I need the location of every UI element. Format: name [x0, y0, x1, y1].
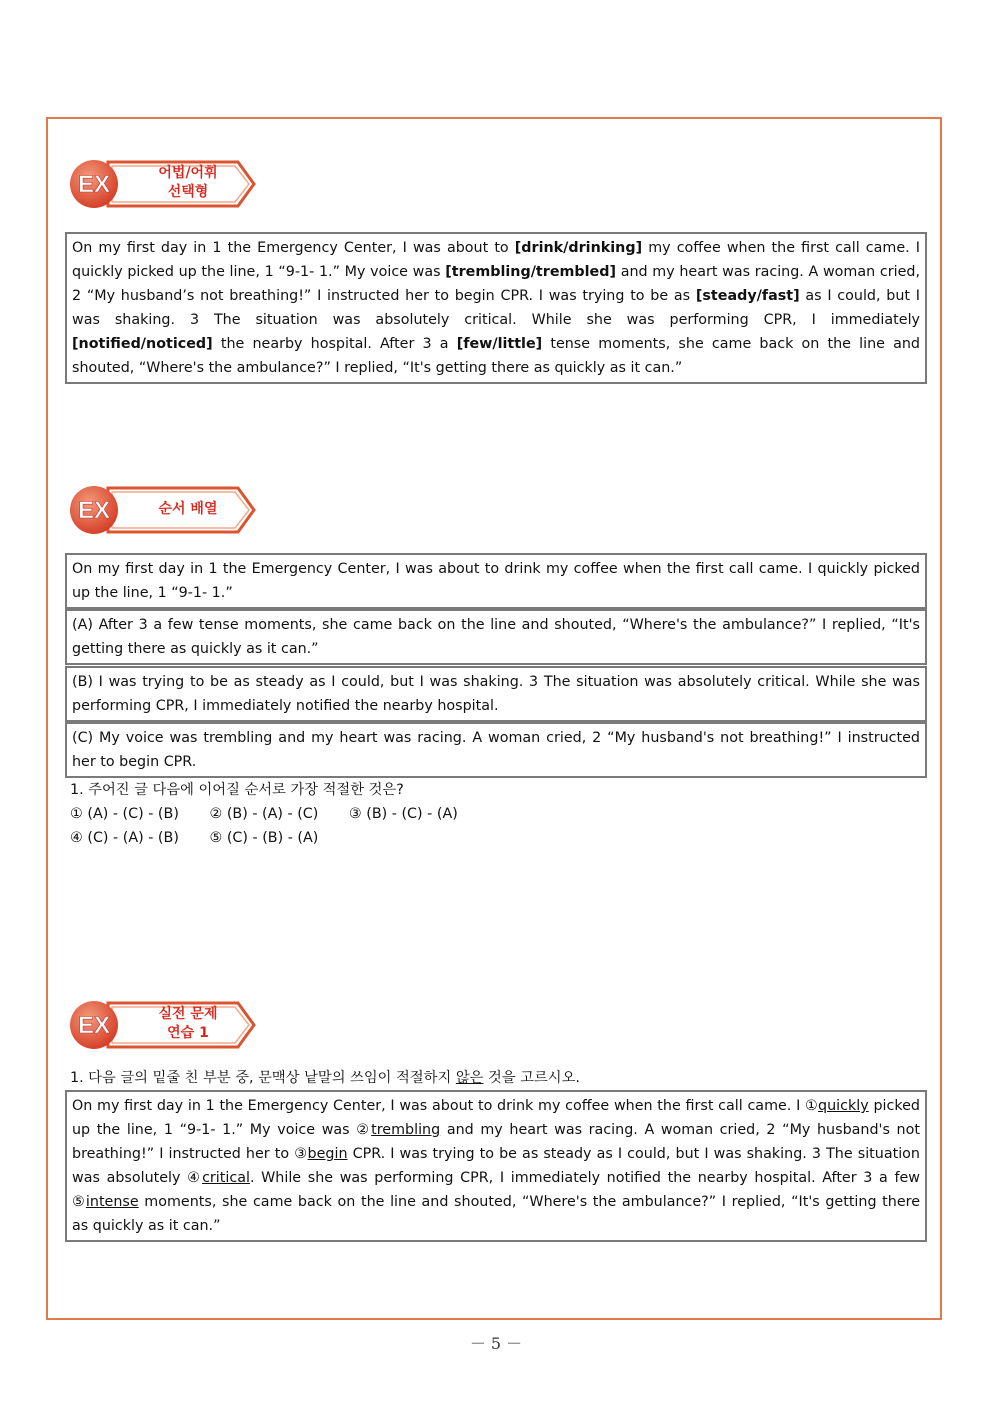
text-run: . While she was performing CPR, I immediately notified the nearby hospital. After 3 a few — [249, 1170, 920, 1186]
option-4[interactable]: ④ (C) - (A) - (B) — [70, 830, 179, 846]
option-row — [70, 802, 484, 826]
text-run: ⑤ — [72, 1194, 86, 1210]
badge-label-line: 실전 문제 — [158, 1006, 218, 1022]
choice-bracket: [steady/fast] — [695, 288, 800, 304]
badge-label-line: 선택형 — [167, 184, 209, 200]
badge-label — [128, 484, 248, 534]
practice-question — [70, 1066, 580, 1090]
badge-label — [128, 158, 248, 208]
text-run: and my heart was racing. A woman cried, 2 “My husband’s not breathing!” I instructed her to begin CPR. I was trying to be as — [72, 264, 920, 304]
underlined-word: critical — [202, 1170, 250, 1186]
badge-label-line: 어법/어휘 — [158, 165, 218, 181]
badge-label-line: 연습 1 — [167, 1025, 209, 1041]
order-part-b-box: (B) I was trying to be as steady as I could, but I was shaking. 3 The situation was absolutely critical. While she was performing CPR, I immediately notified the nearby hospital. — [65, 666, 927, 722]
choice-bracket: [drink/drinking] — [514, 240, 643, 256]
choice-bracket: [notified/noticed] — [72, 336, 213, 352]
underlined-word: intense — [85, 1194, 139, 1210]
grammar-passage-box — [65, 232, 927, 384]
choice-bracket: [trembling/trembled] — [445, 264, 617, 280]
order-options — [70, 802, 484, 850]
text-run: ③ — [294, 1146, 308, 1162]
text-run: 1. 다음 글의 밑줄 친 부분 중, 문맥상 낱말의 쓰임이 적절하지 — [70, 1070, 456, 1086]
text-run: my coffee when the first call came. I quickly picked up the line, 1 “9-1- 1.” My voice was — [72, 240, 920, 280]
order-intro-box: On my first day in 1 the Emergency Center, I was about to drink my coffee when the first call came. I quickly picked up the line, 1 “9-1- 1.” — [65, 553, 927, 609]
option-3[interactable]: ③ (B) - (C) - (A) — [348, 806, 458, 822]
text-run: picked up the line, 1 “9-1- 1.” My voice was — [72, 1098, 920, 1138]
underlined-word: trembling — [371, 1122, 441, 1138]
text-run: and my heart was racing. A woman cried, 2 “My husband's not breathing!” I instructed her to — [72, 1122, 920, 1162]
text-run: as I could, but I was shaking. 3 The situation was absolutely critical. While she was performing CPR, I immediately — [72, 288, 920, 328]
badge-label — [128, 999, 248, 1049]
ex-badge-order — [68, 484, 258, 536]
text-run: ④ — [187, 1170, 203, 1186]
ex-mark: EX — [77, 497, 111, 524]
badge-label-line: 순서 배열 — [158, 500, 218, 517]
practice-passage-box — [65, 1090, 927, 1242]
option-5[interactable]: ⑤ (C) - (B) - (A) — [209, 830, 319, 846]
order-question: 1. 주어진 글 다음에 이어질 순서로 가장 적절한 것은? — [70, 782, 404, 798]
underlined-word: 않은 — [455, 1070, 484, 1086]
text-run: CPR. I was trying to be as steady as I could, but I was shaking. 3 The situation was absolutely — [72, 1146, 920, 1186]
underlined-word: quickly — [818, 1098, 869, 1114]
page-number: － 5 － — [469, 1334, 523, 1353]
text-run: moments, she came back on the line and shouted, “Where's the ambulance?” I replied, “It's getting there as quickly as it can.” — [72, 1194, 920, 1234]
text-run: 것을 고르시오. — [483, 1070, 580, 1086]
text-run: ② — [356, 1122, 372, 1138]
ex-mark: EX — [77, 1012, 111, 1039]
ex-badge-practice — [68, 999, 258, 1051]
option-2[interactable]: ② (B) - (A) - (C) — [209, 806, 319, 822]
text-run: ① — [805, 1098, 819, 1114]
text-run: tense moments, she came back on the line and shouted, “Where's the ambulance?” I replied, “It's getting there as quickly as it can.” — [72, 336, 920, 376]
text-run: On my first day in 1 the Emergency Center, I was about to — [72, 240, 515, 256]
option-row — [70, 826, 484, 850]
ex-mark: EX — [77, 171, 111, 198]
option-1[interactable]: ① (A) - (C) - (B) — [70, 806, 179, 822]
text-run: the nearby hospital. After 3 a — [212, 336, 457, 352]
ex-badge-grammar — [68, 158, 258, 210]
order-part-c-box: (C) My voice was trembling and my heart was racing. A woman cried, 2 “My husband's not breathing!” I instructed her to begin CPR. — [65, 722, 927, 778]
text-run: On my first day in 1 the Emergency Center, I was about to drink my coffee when the first call came. I — [72, 1098, 806, 1114]
underlined-word: begin — [307, 1146, 348, 1162]
order-part-a-box: (A) After 3 a few tense moments, she came back on the line and shouted, “Where's the ambulance?” I replied, “It's getting there as quickly as it can.” — [65, 609, 927, 665]
choice-bracket: [few/little] — [456, 336, 543, 352]
